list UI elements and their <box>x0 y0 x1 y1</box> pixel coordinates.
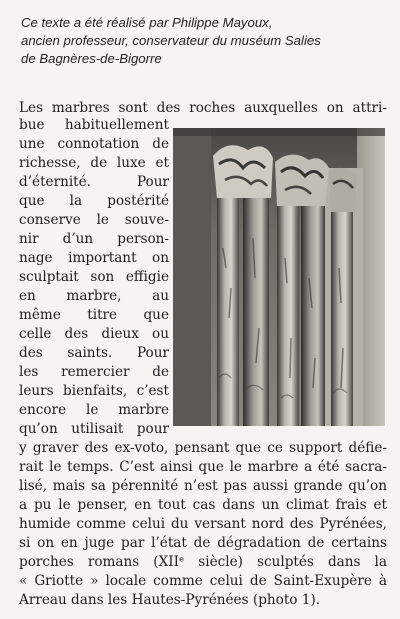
column-3 <box>277 206 299 426</box>
intro-line: Ce texte a été réalisé par Philippe Mayoux, <box>21 15 273 30</box>
body-line: a pu le penser, en tout cas dans un climat frais et <box>19 497 387 513</box>
body-line: lisé, mais sa pérennité n’est pas aussi grande qu’on <box>19 478 387 494</box>
body-line: d’éternité. Pour <box>19 174 169 190</box>
column-1 <box>217 198 239 426</box>
body-line: nir d’un person- <box>19 231 169 247</box>
body-line: qu’on utilisait pour <box>19 421 169 437</box>
columns <box>217 198 353 426</box>
column-2 <box>243 198 269 426</box>
body-line: « Griotte » locale comme celui de Saint-Exupère à <box>19 573 387 589</box>
intro-line: ancien professeur, conservateur du muséum Salies <box>21 33 321 48</box>
body-line: bue habituellement <box>19 117 169 133</box>
body-line: sculptait son effigie <box>19 269 169 285</box>
lintel-shadow <box>173 128 385 136</box>
body-line: porches romans (XIIᵉ siècle) sculptés dans la <box>19 554 387 570</box>
body-line: Les marbres sont des roches auxquelles on attri- <box>19 100 387 116</box>
body-line: une connotation de <box>19 136 169 152</box>
column-4 <box>301 206 325 426</box>
photo-romanesque-columns <box>173 128 385 426</box>
columns-photo-graphic <box>173 128 385 426</box>
body-line: des saints. Pour <box>19 345 169 361</box>
body-line: Arreau dans les Hautes-Pyrénées (photo 1). <box>19 592 321 608</box>
body-line: que la postérité <box>19 193 169 209</box>
body-line: encore le marbre <box>19 402 169 418</box>
author-intro <box>21 14 391 68</box>
body-line: en marbre, au <box>19 288 169 304</box>
body-line: richesse, de luxe et <box>19 155 169 171</box>
body-line: si on en juge par l’état de dégradation de certains <box>19 535 387 551</box>
column-5 <box>331 212 353 426</box>
capital-3 <box>329 168 357 212</box>
capital-2 <box>275 154 329 206</box>
capital-1 <box>213 145 273 198</box>
body-line: celle des dieux ou <box>19 326 169 342</box>
body-line: leurs bienfaits, c’est <box>19 383 169 399</box>
intro-line: de Bagnères-de-Bigorre <box>21 51 162 66</box>
body-line: humide comme celui du versant nord des Pyrénées, <box>19 516 387 532</box>
body-line: nage important on <box>19 250 169 266</box>
body-line: les remercier de <box>19 364 169 380</box>
left-shadow-wall <box>173 128 211 426</box>
body-line: même titre que <box>19 307 169 323</box>
body-line: rait le temps. C’est ainsi que le marbre a été sacra- <box>19 459 387 475</box>
body-line: y graver des ex-voto, pensant que ce support défie- <box>19 440 387 456</box>
body-line: conserve le souve- <box>19 212 169 228</box>
